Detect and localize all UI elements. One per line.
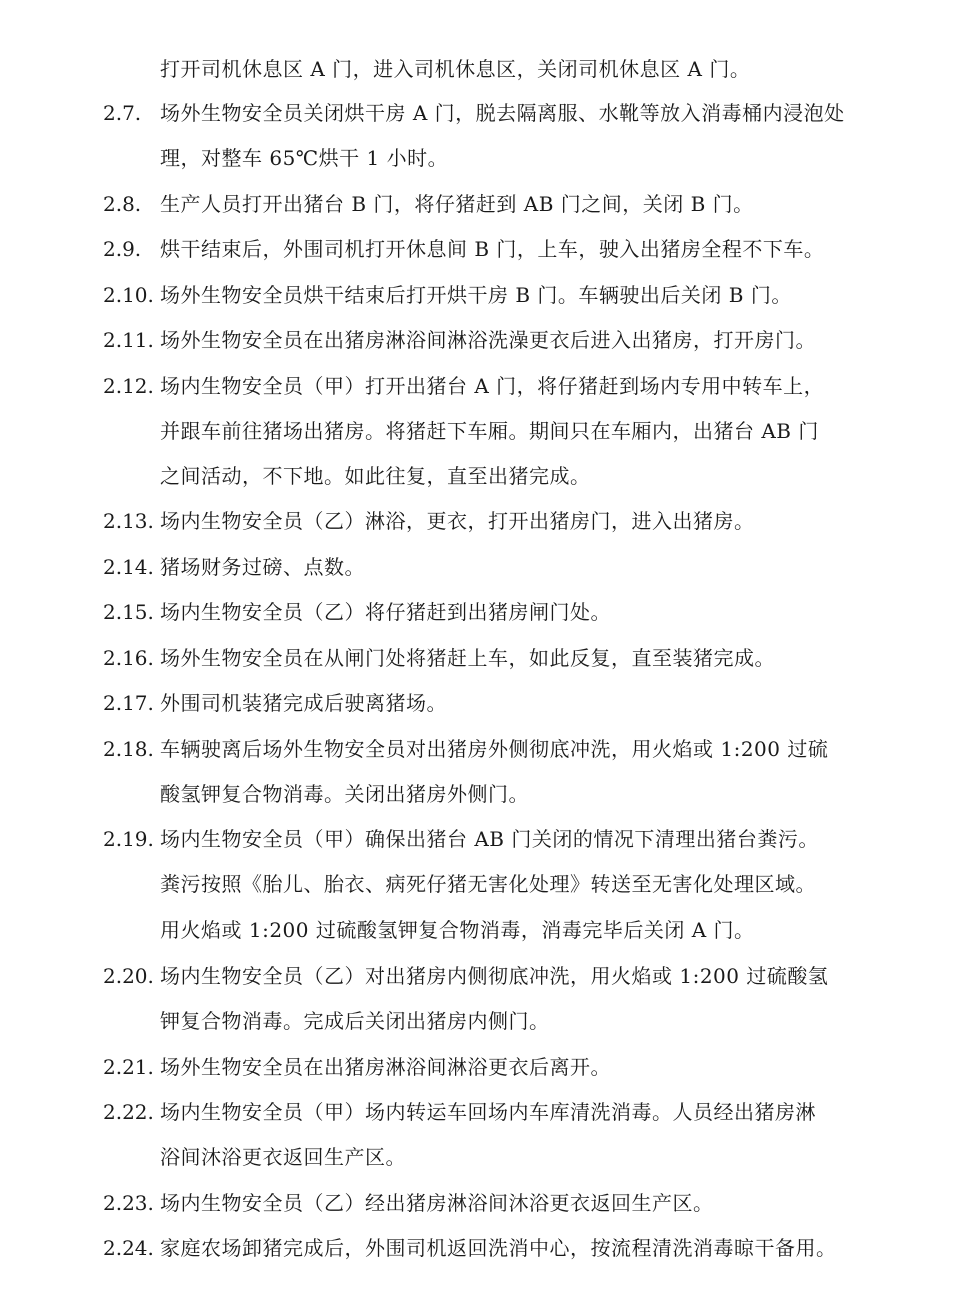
text-line: 酸氢钾复合物消毒。关闭出猪房外侧门。	[160, 782, 529, 806]
text-line: 猪场财务过磅、点数。	[160, 555, 365, 579]
item-number: 2.11.	[103, 328, 154, 352]
item-number: 2.10.	[103, 283, 154, 307]
item-number: 2.14.	[103, 555, 154, 579]
text-line: 场外生物安全员关闭烘干房 A 门，脱去隔离服、水靴等放入消毒桶内浸泡处	[160, 101, 845, 125]
text-line: 场内生物安全员（乙）对出猪房内侧彻底冲洗，用火焰或 1:200 过硫酸氢	[160, 964, 829, 988]
text-line: 家庭农场卸猪完成后，外围司机返回洗消中心，按流程清洗消毒晾干备用。	[160, 1236, 837, 1260]
text-line: 打开司机休息区 A 门，进入司机休息区，关闭司机休息区 A 门。	[160, 57, 751, 81]
item-number: 2.7.	[103, 101, 142, 125]
text-line: 粪污按照《胎儿、胎衣、病死仔猪无害化处理》转送至无害化处理区域。	[160, 872, 816, 896]
item-number: 2.21.	[103, 1055, 154, 1079]
text-line: 并跟车前往猪场出猪房。将猪赶下车厢。期间只在车厢内，出猪台 AB 门	[160, 419, 819, 443]
text-line: 之间活动，不下地。如此往复，直至出猪完成。	[160, 464, 591, 488]
item-number: 2.17.	[103, 691, 154, 715]
text-line: 用火焰或 1:200 过硫酸氢钾复合物消毒，消毒完毕后关闭 A 门。	[160, 918, 755, 942]
item-number: 2.20.	[103, 964, 154, 988]
item-number: 2.24.	[103, 1236, 154, 1260]
text-line: 场内生物安全员（乙）经出猪房淋浴间沐浴更衣返回生产区。	[160, 1191, 714, 1215]
text-line: 场内生物安全员（甲）打开出猪台 A 门，将仔猪赶到场内专用中转车上，	[160, 374, 825, 398]
item-number: 2.12.	[103, 374, 154, 398]
text-line: 车辆驶离后场外生物安全员对出猪房外侧彻底冲洗，用火焰或 1:200 过硫	[160, 737, 829, 761]
text-line: 钾复合物消毒。完成后关闭出猪房内侧门。	[160, 1009, 550, 1033]
text-line: 烘干结束后，外围司机打开休息间 B 门，上车，驶入出猪房全程不下车。	[160, 237, 825, 261]
item-number: 2.19.	[103, 827, 154, 851]
text-line: 场外生物安全员在出猪房淋浴间淋浴洗澡更衣后进入出猪房，打开房门。	[160, 328, 816, 352]
item-number: 2.16.	[103, 646, 154, 670]
text-line: 理，对整车 65℃烘干 1 小时。	[160, 146, 449, 170]
item-number: 2.22.	[103, 1100, 154, 1124]
text-line: 场外生物安全员烘干结束后打开烘干房 B 门。车辆驶出后关闭 B 门。	[160, 283, 792, 307]
text-line: 场内生物安全员（乙）将仔猪赶到出猪房闸门处。	[160, 600, 611, 624]
text-line: 浴间沐浴更衣返回生产区。	[160, 1145, 406, 1169]
item-number: 2.15.	[103, 600, 154, 624]
text-line: 场外生物安全员在出猪房淋浴间淋浴更衣后离开。	[160, 1055, 611, 1079]
text-line: 场内生物安全员（甲）确保出猪台 AB 门关闭的情况下清理出猪台粪污。	[160, 827, 819, 851]
text-line: 场内生物安全员（甲）场内转运车回场内车库清洗消毒。人员经出猪房淋	[160, 1100, 816, 1124]
text-line: 外围司机装猪完成后驶离猪场。	[160, 691, 447, 715]
item-number: 2.18.	[103, 737, 154, 761]
item-number: 2.23.	[103, 1191, 154, 1215]
text-line: 生产人员打开出猪台 B 门，将仔猪赶到 AB 门之间，关闭 B 门。	[160, 192, 754, 216]
text-line: 场外生物安全员在从闸门处将猪赶上车，如此反复，直至装猪完成。	[160, 646, 775, 670]
item-number: 2.13.	[103, 509, 154, 533]
item-number: 2.9.	[103, 237, 142, 261]
item-number: 2.8.	[103, 192, 142, 216]
text-line: 场内生物安全员（乙）淋浴，更衣，打开出猪房门，进入出猪房。	[160, 509, 755, 533]
